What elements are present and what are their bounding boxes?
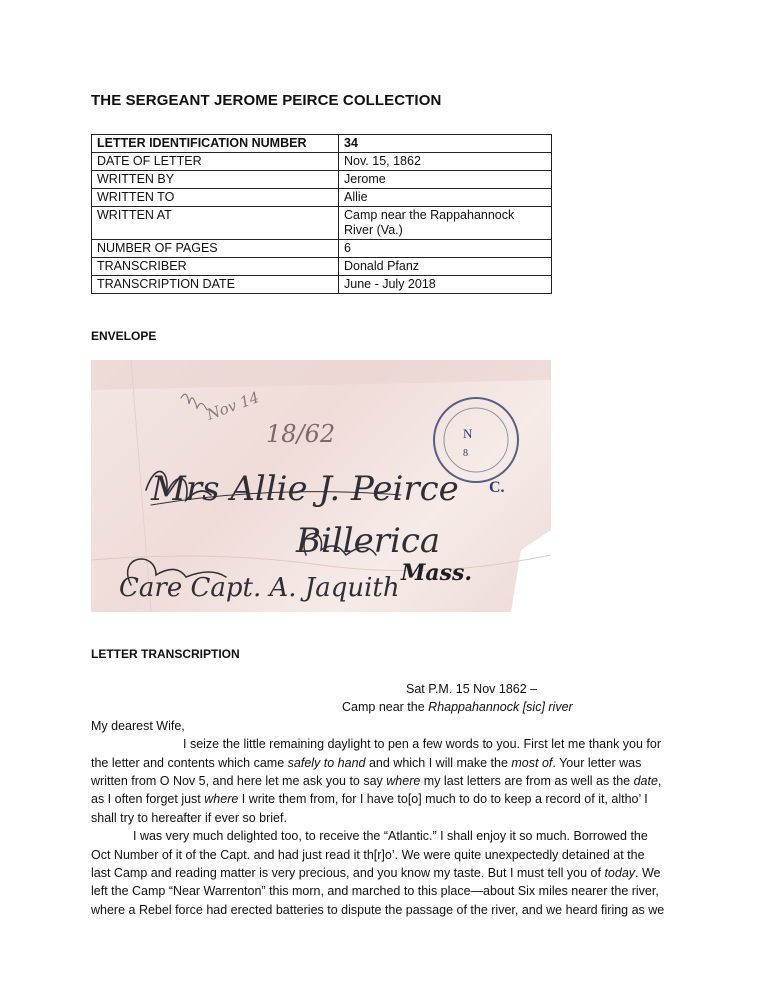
info-value [339,207,552,240]
text-run-italic: safely to hand [287,755,366,770]
addressee: Mrs Allie J. Peirce [151,469,459,509]
info-value: Donald Pfanz [339,258,552,276]
text-run: my last letters are from as well as the [420,774,634,789]
info-label: WRITTEN BY [92,171,339,189]
info-value: Jerome [339,171,552,189]
table-row [92,240,552,258]
letter-transcription [91,680,663,919]
letter-heading-date: Sat P.M. 15 Nov 1862 – [406,682,538,696]
care-of: Care Capt. A. Jaquith [119,573,400,603]
table-row [92,276,552,294]
text-run-italic: most of [511,755,553,770]
svg-text:8: 8 [463,448,468,459]
table-row [92,207,552,240]
year-note: 18/62 [266,420,336,448]
town: Billerica [296,521,441,561]
envelope-handwriting [91,360,551,612]
info-value: Nov. 15, 1862 [339,153,552,171]
paragraph-line: left the Camp “Near Warrenton” this morn, and marched to this place—about Six miles nearer the river, [91,884,659,899]
text-run: . We [635,866,661,881]
table-row [92,153,552,171]
envelope-image [91,360,551,612]
paragraph-line: I was very much delighted too, to receive the “Atlantic.” I shall enjoy it so much. Borrowed the [133,829,648,844]
paragraph-line: shall try to hereafter if ever so brief. [91,810,287,825]
info-label: DATE OF LETTER [92,153,339,171]
text-run: as I often forget just [91,792,205,807]
info-label: WRITTEN TO [92,189,339,207]
text-run-italic: Rhappahannock [sic] river [428,700,573,715]
table-row [92,189,552,207]
salutation: My dearest Wife, [91,718,185,733]
info-value: Allie [339,189,552,207]
text-run-italic: where [386,774,421,789]
table-row [92,171,552,189]
text-run: Camp near the [342,700,429,715]
text-run-italic: date [633,774,658,789]
paragraph-line: where a Rebel force had erected batteries to dispute the passage of the river, and we heard firing as we [91,902,665,917]
paragraph-line: I seize the little remaining daylight to pen a few words to you. First let me thank you for [183,737,662,752]
text-run: last Camp and reading matter is very precious, and you know my taste. But I must tell you of [91,866,605,881]
paragraph-line [91,864,663,882]
letter-info-table [91,134,552,294]
info-label: WRITTEN AT [92,207,339,240]
info-value-line: Camp near the Rappahannock [344,208,515,222]
info-value: 34 [339,135,552,153]
transcription-heading: LETTER TRANSCRIPTION [91,647,240,661]
date-note: Nov 14 [204,388,262,424]
text-run-italic: today [604,866,636,881]
table-row [92,135,552,153]
text-run: written from O Nov 5, and here let me ask you to say [91,774,387,789]
paragraph-line [91,754,663,772]
info-value: June - July 2018 [339,276,552,294]
page-title: THE SERGEANT JEROME PEIRCE COLLECTION [91,92,442,109]
paragraph-line [91,772,663,790]
text-run: I write them from, for I have to[o] much to do to keep a record of it, altho’ I [238,792,648,807]
info-label: TRANSCRIPTION DATE [92,276,339,294]
table-row [92,258,552,276]
text-run: and which I will make the [365,755,512,770]
svg-text:N: N [463,426,473,441]
text-run: . Your letter was [552,755,642,770]
text-run: the letter and contents which came [91,755,288,770]
svg-text:C.: C. [489,479,505,496]
info-label: LETTER IDENTIFICATION NUMBER [92,135,339,153]
letter-heading-place [91,698,663,716]
text-run-italic: where [204,792,239,807]
paragraph-line [91,790,663,808]
info-label: TRANSCRIBER [92,258,339,276]
text-run: , [657,774,662,789]
info-value-line: River (Va.) [344,223,403,237]
info-value: 6 [339,240,552,258]
state: Mass. [401,560,473,586]
info-label: NUMBER OF PAGES [92,240,339,258]
envelope-heading: ENVELOPE [91,329,157,343]
paragraph-line: Oct Number of it of the Capt. and had just read it th[r]o’. We were quite unexpectedly detained at the [91,847,645,862]
